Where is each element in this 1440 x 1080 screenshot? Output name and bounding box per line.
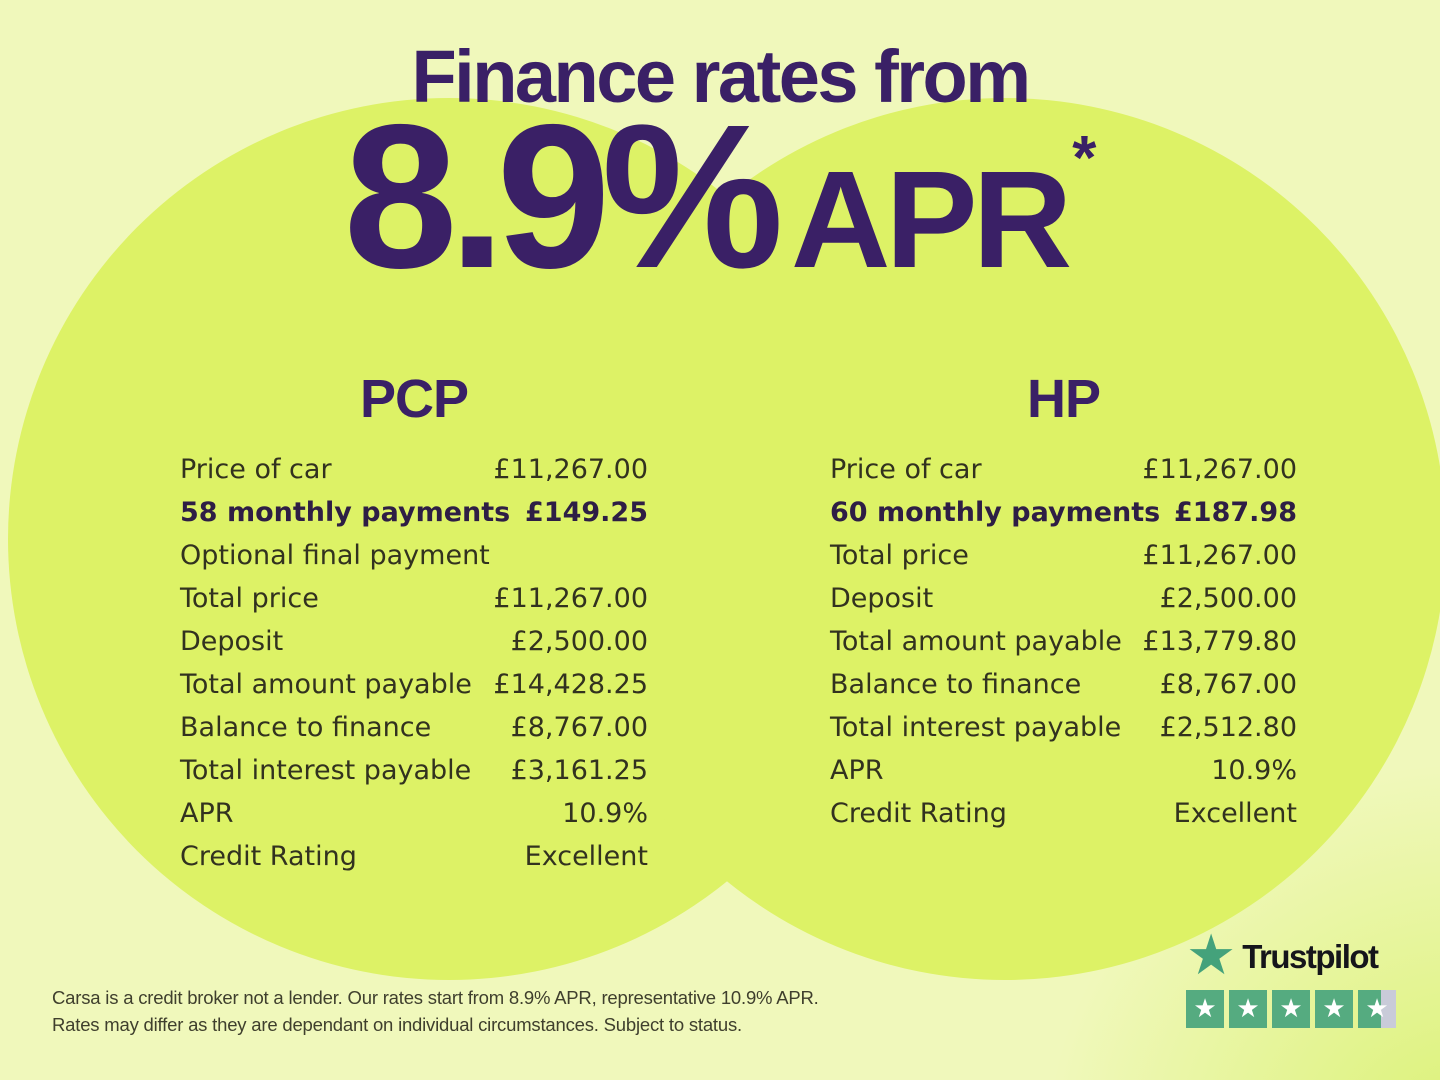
trustpilot-star-icon: ★ (1186, 923, 1237, 988)
table-row (180, 663, 648, 706)
row-label: APR (830, 755, 884, 786)
table-row (180, 749, 648, 792)
page-title: Finance rates from (411, 35, 1029, 118)
pcp-table (180, 369, 648, 878)
row-label: Balance to finance (180, 712, 432, 743)
table-row (180, 491, 648, 534)
row-label: Deposit (180, 626, 284, 657)
row-value: £11,267.00 (1142, 540, 1297, 571)
row-label: Total amount payable (830, 626, 1122, 657)
row-value: Excellent (524, 841, 648, 872)
hp-rows (830, 448, 1297, 835)
row-label: Total interest payable (180, 755, 472, 786)
row-label: 58 monthly payments (180, 497, 511, 528)
pcp-rows (180, 448, 648, 878)
table-row (830, 792, 1297, 835)
disclaimer-line-1: Carsa is a credit broker not a lender. Our rates start from 8.9% APR, representative 10.9% APR. (52, 987, 819, 1008)
trustpilot-logo (1186, 923, 1396, 988)
rate-footnote-asterisk: * (1072, 124, 1097, 193)
rate-value: 8.9% (343, 82, 775, 311)
headline-rate (0, 82, 1440, 311)
row-value: £3,161.25 (510, 755, 648, 786)
table-row (180, 835, 648, 878)
row-value: £13,779.80 (1142, 626, 1297, 657)
row-value: £8,767.00 (510, 712, 648, 743)
disclaimer (52, 984, 819, 1038)
row-label: Total price (830, 540, 969, 571)
row-label: Price of car (180, 454, 332, 485)
row-label: Total price (180, 583, 319, 614)
row-value: £11,267.00 (493, 583, 648, 614)
trustpilot-brand-name: Trustpilot (1242, 937, 1378, 975)
table-row (830, 706, 1297, 749)
star-box-icon: ★ (1272, 990, 1310, 1028)
pcp-heading: PCP (359, 369, 469, 429)
row-label: APR (180, 798, 234, 829)
table-row (830, 663, 1297, 706)
star-box-icon: ★ (1229, 990, 1267, 1028)
table-row (180, 448, 648, 491)
row-value: £2,500.00 (510, 626, 648, 657)
row-label: Balance to finance (830, 669, 1082, 700)
table-row (180, 706, 648, 749)
table-row (830, 620, 1297, 663)
row-label: Price of car (830, 454, 982, 485)
rate-unit-text: APR (790, 143, 1068, 297)
row-label: Total interest payable (830, 712, 1122, 743)
row-value: £14,428.25 (493, 669, 648, 700)
table-row (830, 577, 1297, 620)
row-label: 60 monthly payments (830, 497, 1161, 528)
row-value: £187.98 (1174, 497, 1297, 528)
hp-heading: HP (1026, 369, 1100, 429)
row-value: Excellent (1173, 798, 1297, 829)
row-label: Credit Rating (180, 841, 357, 872)
table-row (180, 792, 648, 835)
row-value: £11,267.00 (1142, 454, 1297, 485)
table-row (180, 534, 648, 577)
table-row (180, 620, 648, 663)
row-value: 10.9% (1211, 755, 1297, 786)
star-box-icon: ★ (1315, 990, 1353, 1028)
row-label: Deposit (830, 583, 934, 614)
table-row (830, 534, 1297, 577)
row-value: £8,767.00 (1159, 669, 1297, 700)
row-value: 10.9% (562, 798, 648, 829)
row-value: £11,267.00 (493, 454, 648, 485)
row-label: Credit Rating (830, 798, 1007, 829)
rate-unit (790, 124, 1097, 297)
trustpilot-rating-stars (1186, 990, 1396, 1028)
table-row (830, 491, 1297, 534)
table-row (830, 749, 1297, 792)
row-value: £2,500.00 (1159, 583, 1297, 614)
table-row (180, 577, 648, 620)
row-label: Total amount payable (180, 669, 472, 700)
star-box-half-icon: ★ (1358, 990, 1396, 1028)
row-value: £149.25 (525, 497, 648, 528)
row-label: Optional final payment (180, 540, 490, 571)
disclaimer-line-2: Rates may differ as they are dependant on individual circumstances. Subject to status. (52, 1014, 742, 1035)
table-row (830, 448, 1297, 491)
row-value: £2,512.80 (1159, 712, 1297, 743)
star-box-icon: ★ (1186, 990, 1224, 1028)
trustpilot-widget (1186, 923, 1396, 1028)
hp-table (830, 369, 1297, 835)
